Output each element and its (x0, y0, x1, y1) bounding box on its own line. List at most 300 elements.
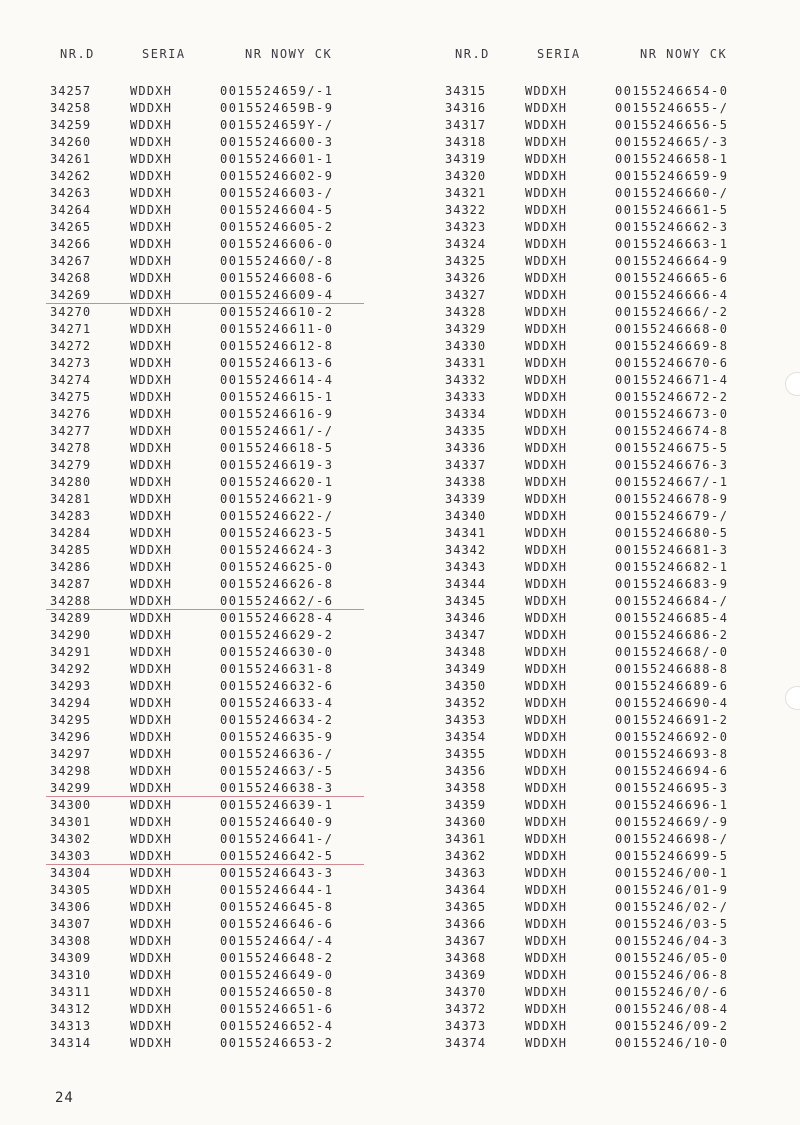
table-row (445, 304, 775, 321)
cell-nr-d: 34332 (445, 373, 487, 387)
cell-nr-nowy-ck: 00155246651-6 (220, 1002, 334, 1016)
cell-seria: WDDXH (130, 288, 173, 302)
table-row (445, 508, 775, 525)
cell-nr-d: 34290 (50, 628, 92, 642)
table-row (445, 1018, 775, 1035)
cell-nr-d: 34262 (50, 169, 92, 183)
cell-seria: WDDXH (130, 407, 173, 421)
cell-nr-d: 34312 (50, 1002, 92, 1016)
cell-nr-d: 34323 (445, 220, 487, 234)
cell-seria: WDDXH (130, 679, 173, 693)
cell-seria: WDDXH (525, 679, 568, 693)
cell-nr-nowy-ck: 0015524663/-5 (220, 764, 334, 778)
table-row (50, 338, 380, 355)
cell-nr-nowy-ck: 00155246608-6 (220, 271, 334, 285)
table-row (445, 202, 775, 219)
cell-seria: WDDXH (525, 305, 568, 319)
table-row (50, 559, 380, 576)
cell-nr-d: 34336 (445, 441, 487, 455)
cell-seria: WDDXH (525, 356, 568, 370)
cell-seria: WDDXH (525, 322, 568, 336)
cell-nr-nowy-ck: 00155246699-5 (615, 849, 729, 863)
cell-seria: WDDXH (130, 611, 173, 625)
cell-nr-d: 34286 (50, 560, 92, 574)
cell-seria: WDDXH (130, 305, 173, 319)
cell-nr-d: 34337 (445, 458, 487, 472)
cell-seria: WDDXH (130, 866, 173, 880)
cell-seria: WDDXH (525, 492, 568, 506)
cell-nr-d: 34364 (445, 883, 487, 897)
cell-nr-nowy-ck: 00155246681-3 (615, 543, 729, 557)
table-row (445, 984, 775, 1001)
cell-nr-d: 34352 (445, 696, 487, 710)
left-column-header (50, 47, 380, 83)
table-row (50, 117, 380, 134)
table-row (50, 882, 380, 899)
table-row (445, 355, 775, 372)
cell-nr-d: 34335 (445, 424, 487, 438)
cell-seria: WDDXH (525, 781, 568, 795)
cell-nr-nowy-ck: 00155246602-9 (220, 169, 334, 183)
cell-nr-d: 34274 (50, 373, 92, 387)
cell-nr-d: 34355 (445, 747, 487, 761)
table-row (50, 100, 380, 117)
table-row (445, 253, 775, 270)
table-row (445, 440, 775, 457)
table-row (445, 712, 775, 729)
cell-nr-nowy-ck: 00155246672-2 (615, 390, 729, 404)
cell-nr-nowy-ck: 00155246655-/ (615, 101, 729, 115)
cell-nr-nowy-ck: 00155246632-6 (220, 679, 334, 693)
cell-nr-d: 34359 (445, 798, 487, 812)
cell-nr-nowy-ck: 0015524669/-9 (615, 815, 729, 829)
cell-nr-nowy-ck: 00155246626-8 (220, 577, 334, 591)
cell-seria: WDDXH (525, 220, 568, 234)
table-row (445, 916, 775, 933)
cell-seria: WDDXH (525, 135, 568, 149)
table-row (445, 1001, 775, 1018)
cell-seria: WDDXH (130, 492, 173, 506)
cell-nr-d: 34321 (445, 186, 487, 200)
table-row (445, 610, 775, 627)
cell-seria: WDDXH (525, 424, 568, 438)
cell-seria: WDDXH (130, 1036, 173, 1050)
cell-nr-d: 34365 (445, 900, 487, 914)
cell-nr-d: 34320 (445, 169, 487, 183)
cell-nr-nowy-ck: 00155246649-0 (220, 968, 334, 982)
cell-nr-nowy-ck: 00155246609-4 (220, 288, 334, 302)
cell-nr-nowy-ck: 00155246/03-5 (615, 917, 729, 931)
cell-nr-d: 34292 (50, 662, 92, 676)
table-row (50, 593, 380, 610)
table-row (445, 134, 775, 151)
cell-seria: WDDXH (130, 186, 173, 200)
table-row (50, 236, 380, 253)
table-row (50, 729, 380, 746)
cell-seria: WDDXH (525, 186, 568, 200)
cell-nr-nowy-ck: 00155246/0/-6 (615, 985, 729, 999)
table-row (445, 814, 775, 831)
table-row (50, 763, 380, 780)
cell-seria: WDDXH (130, 781, 173, 795)
cell-seria: WDDXH (525, 169, 568, 183)
table-row (50, 151, 380, 168)
cell-seria: WDDXH (130, 798, 173, 812)
table-row (50, 831, 380, 848)
cell-nr-nowy-ck: 00155246680-5 (615, 526, 729, 540)
cell-nr-d: 34288 (50, 594, 92, 608)
cell-seria: WDDXH (130, 1002, 173, 1016)
cell-nr-d: 34294 (50, 696, 92, 710)
cell-nr-d: 34333 (445, 390, 487, 404)
cell-nr-d: 34369 (445, 968, 487, 982)
cell-seria: WDDXH (525, 1002, 568, 1016)
cell-seria: WDDXH (130, 152, 173, 166)
table-row (50, 287, 380, 304)
table-row (445, 219, 775, 236)
table-row (445, 100, 775, 117)
table-row (50, 474, 380, 491)
cell-seria: WDDXH (525, 475, 568, 489)
cell-nr-nowy-ck: 00155246610-2 (220, 305, 334, 319)
cell-nr-d: 34299 (50, 781, 92, 795)
cell-seria: WDDXH (130, 509, 173, 523)
table-row (50, 576, 380, 593)
table-row (50, 508, 380, 525)
cell-nr-d: 34265 (50, 220, 92, 234)
cell-nr-nowy-ck: 00155246640-9 (220, 815, 334, 829)
table-row (445, 287, 775, 304)
table-row (50, 1035, 380, 1052)
table-row (50, 525, 380, 542)
cell-seria: WDDXH (525, 1019, 568, 1033)
table-row (445, 389, 775, 406)
page-number: 24 (55, 1090, 74, 1106)
cell-nr-d: 34343 (445, 560, 487, 574)
cell-nr-d: 34287 (50, 577, 92, 591)
cell-nr-nowy-ck: 00155246684-/ (615, 594, 729, 608)
table-row (50, 627, 380, 644)
cell-nr-d: 34273 (50, 356, 92, 370)
cell-nr-nowy-ck: 00155246601-1 (220, 152, 334, 166)
cell-nr-d: 34318 (445, 135, 487, 149)
cell-nr-d: 34280 (50, 475, 92, 489)
cell-seria: WDDXH (130, 577, 173, 591)
cell-nr-d: 34350 (445, 679, 487, 693)
cell-nr-nowy-ck: 00155246618-5 (220, 441, 334, 455)
cell-seria: WDDXH (130, 662, 173, 676)
cell-nr-nowy-ck: 00155246658-1 (615, 152, 729, 166)
table-row (50, 746, 380, 763)
table-row (50, 814, 380, 831)
cell-seria: WDDXH (130, 696, 173, 710)
cell-nr-d: 34300 (50, 798, 92, 812)
table-row (50, 270, 380, 287)
cell-seria: WDDXH (525, 917, 568, 931)
cell-nr-nowy-ck: 00155246688-8 (615, 662, 729, 676)
cell-seria: WDDXH (525, 509, 568, 523)
cell-nr-d: 34345 (445, 594, 487, 608)
cell-seria: WDDXH (130, 271, 173, 285)
cell-nr-nowy-ck: 00155246629-2 (220, 628, 334, 642)
cell-seria: WDDXH (130, 713, 173, 727)
table-row (445, 457, 775, 474)
table-row (50, 253, 380, 270)
header-nr-d: NR.D (455, 47, 490, 61)
cell-seria: WDDXH (130, 815, 173, 829)
cell-nr-nowy-ck: 00155246695-3 (615, 781, 729, 795)
table-row (445, 542, 775, 559)
cell-nr-nowy-ck: 00155246628-4 (220, 611, 334, 625)
cell-nr-nowy-ck: 00155246692-0 (615, 730, 729, 744)
cell-nr-d: 34304 (50, 866, 92, 880)
table-row (50, 916, 380, 933)
table-row (50, 1001, 380, 1018)
table-row (445, 678, 775, 695)
cell-seria: WDDXH (130, 730, 173, 744)
cell-nr-d: 34368 (445, 951, 487, 965)
cell-seria: WDDXH (130, 458, 173, 472)
cell-nr-d: 34270 (50, 305, 92, 319)
table-row (50, 134, 380, 151)
cell-nr-d: 34283 (50, 509, 92, 523)
cell-seria: WDDXH (130, 339, 173, 353)
cell-seria: WDDXH (130, 254, 173, 268)
cell-nr-d: 34295 (50, 713, 92, 727)
cell-nr-d: 34348 (445, 645, 487, 659)
cell-nr-nowy-ck: 00155246611-0 (220, 322, 334, 336)
cell-seria: WDDXH (130, 985, 173, 999)
cell-nr-d: 34366 (445, 917, 487, 931)
table-row (50, 678, 380, 695)
cell-seria: WDDXH (525, 645, 568, 659)
cell-seria: WDDXH (525, 951, 568, 965)
cell-nr-d: 34341 (445, 526, 487, 540)
cell-seria: WDDXH (130, 475, 173, 489)
cell-seria: WDDXH (525, 560, 568, 574)
table-row (50, 491, 380, 508)
table-row (50, 83, 380, 100)
cell-nr-nowy-ck: 00155246669-8 (615, 339, 729, 353)
cell-nr-d: 34258 (50, 101, 92, 115)
table-row (445, 270, 775, 287)
cell-nr-nowy-ck: 00155246654-0 (615, 84, 729, 98)
table-row (445, 168, 775, 185)
cell-nr-nowy-ck: 00155246603-/ (220, 186, 334, 200)
cell-nr-d: 34360 (445, 815, 487, 829)
table-row (445, 372, 775, 389)
table-row (445, 338, 775, 355)
table-row (445, 525, 775, 542)
cell-seria: WDDXH (525, 815, 568, 829)
cell-nr-nowy-ck: 00155246613-6 (220, 356, 334, 370)
cell-nr-nowy-ck: 0015524662/-6 (220, 594, 334, 608)
cell-nr-nowy-ck: 0015524664/-4 (220, 934, 334, 948)
cell-seria: WDDXH (525, 441, 568, 455)
cell-nr-nowy-ck: 00155246/09-2 (615, 1019, 729, 1033)
cell-nr-d: 34326 (445, 271, 487, 285)
cell-seria: WDDXH (525, 407, 568, 421)
cell-seria: WDDXH (525, 628, 568, 642)
cell-seria: WDDXH (525, 747, 568, 761)
cell-nr-d: 34328 (445, 305, 487, 319)
cell-nr-nowy-ck: 00155246604-5 (220, 203, 334, 217)
cell-nr-d: 34260 (50, 135, 92, 149)
table-row (50, 423, 380, 440)
cell-seria: WDDXH (525, 203, 568, 217)
table-row (445, 474, 775, 491)
cell-nr-d: 34272 (50, 339, 92, 353)
cell-nr-nowy-ck: 00155246/02-/ (615, 900, 729, 914)
cell-seria: WDDXH (130, 917, 173, 931)
cell-seria: WDDXH (525, 526, 568, 540)
table-row (50, 406, 380, 423)
cell-nr-d: 34291 (50, 645, 92, 659)
cell-seria: WDDXH (130, 645, 173, 659)
cell-seria: WDDXH (130, 628, 173, 642)
table-row (445, 729, 775, 746)
cell-nr-nowy-ck: 00155246668-0 (615, 322, 729, 336)
cell-nr-d: 34353 (445, 713, 487, 727)
cell-nr-nowy-ck: 00155246643-3 (220, 866, 334, 880)
table-row (50, 899, 380, 916)
punch-hole-mark (785, 372, 800, 396)
cell-nr-nowy-ck: 00155246616-9 (220, 407, 334, 421)
cell-nr-d: 34263 (50, 186, 92, 200)
cell-nr-nowy-ck: 00155246683-9 (615, 577, 729, 591)
cell-nr-d: 34276 (50, 407, 92, 421)
cell-seria: WDDXH (525, 713, 568, 727)
cell-nr-nowy-ck: 00155246682-1 (615, 560, 729, 574)
cell-nr-d: 34264 (50, 203, 92, 217)
cell-seria: WDDXH (525, 883, 568, 897)
cell-nr-nowy-ck: 0015524659Y-/ (220, 118, 334, 132)
table-row (445, 848, 775, 865)
cell-seria: WDDXH (130, 594, 173, 608)
cell-nr-d: 34322 (445, 203, 487, 217)
cell-nr-d: 34268 (50, 271, 92, 285)
cell-nr-d: 34303 (50, 849, 92, 863)
cell-nr-d: 34329 (445, 322, 487, 336)
cell-nr-nowy-ck: 0015524665/-3 (615, 135, 729, 149)
cell-nr-d: 34346 (445, 611, 487, 625)
cell-nr-nowy-ck: 00155246642-5 (220, 849, 334, 863)
cell-nr-d: 34330 (445, 339, 487, 353)
table-row (445, 831, 775, 848)
cell-seria: WDDXH (525, 1036, 568, 1050)
cell-seria: WDDXH (525, 458, 568, 472)
cell-seria: WDDXH (525, 900, 568, 914)
table-row (445, 1035, 775, 1052)
cell-nr-d: 34362 (445, 849, 487, 863)
cell-nr-nowy-ck: 0015524659/-1 (220, 84, 334, 98)
table-row (445, 185, 775, 202)
cell-nr-d: 34324 (445, 237, 487, 251)
cell-nr-nowy-ck: 00155246696-1 (615, 798, 729, 812)
cell-seria: WDDXH (130, 747, 173, 761)
table-row (50, 304, 380, 321)
cell-nr-nowy-ck: 00155246644-1 (220, 883, 334, 897)
table-row (445, 406, 775, 423)
cell-seria: WDDXH (525, 764, 568, 778)
cell-nr-d: 34344 (445, 577, 487, 591)
cell-nr-d: 34279 (50, 458, 92, 472)
cell-nr-nowy-ck: 00155246663-1 (615, 237, 729, 251)
cell-seria: WDDXH (130, 237, 173, 251)
cell-seria: WDDXH (130, 849, 173, 863)
cell-nr-nowy-ck: 00155246694-6 (615, 764, 729, 778)
cell-nr-nowy-ck: 00155246690-4 (615, 696, 729, 710)
cell-nr-nowy-ck: 00155246648-2 (220, 951, 334, 965)
cell-nr-nowy-ck: 0015524668/-0 (615, 645, 729, 659)
table-row (50, 168, 380, 185)
cell-seria: WDDXH (525, 849, 568, 863)
cell-seria: WDDXH (525, 254, 568, 268)
cell-seria: WDDXH (130, 203, 173, 217)
table-row (445, 763, 775, 780)
table-row (50, 542, 380, 559)
cell-nr-d: 34339 (445, 492, 487, 506)
table-row (50, 219, 380, 236)
cell-nr-d: 34363 (445, 866, 487, 880)
table-row (50, 610, 380, 627)
table-row (50, 933, 380, 950)
cell-nr-d: 34259 (50, 118, 92, 132)
cell-nr-nowy-ck: 0015524666/-2 (615, 305, 729, 319)
table-row (50, 355, 380, 372)
cell-seria: WDDXH (130, 424, 173, 438)
cell-nr-d: 34311 (50, 985, 92, 999)
cell-nr-d: 34293 (50, 679, 92, 693)
cell-nr-d: 34313 (50, 1019, 92, 1033)
cell-nr-d: 34277 (50, 424, 92, 438)
cell-seria: WDDXH (130, 934, 173, 948)
table-row (50, 848, 380, 865)
cell-nr-nowy-ck: 00155246630-0 (220, 645, 334, 659)
cell-seria: WDDXH (130, 84, 173, 98)
cell-nr-d: 34342 (445, 543, 487, 557)
cell-nr-d: 34267 (50, 254, 92, 268)
table-row (50, 202, 380, 219)
cell-nr-d: 34367 (445, 934, 487, 948)
cell-nr-d: 34306 (50, 900, 92, 914)
cell-nr-d: 34308 (50, 934, 92, 948)
table-row (445, 950, 775, 967)
table-row (445, 882, 775, 899)
cell-nr-d: 34266 (50, 237, 92, 251)
cell-nr-d: 34310 (50, 968, 92, 982)
cell-nr-nowy-ck: 00155246664-9 (615, 254, 729, 268)
cell-nr-nowy-ck: 00155246685-4 (615, 611, 729, 625)
cell-nr-d: 34331 (445, 356, 487, 370)
cell-seria: WDDXH (130, 883, 173, 897)
cell-seria: WDDXH (525, 594, 568, 608)
cell-seria: WDDXH (130, 951, 173, 965)
table-row (445, 236, 775, 253)
cell-nr-d: 34372 (445, 1002, 487, 1016)
cell-nr-d: 34296 (50, 730, 92, 744)
cell-nr-d: 34275 (50, 390, 92, 404)
cell-nr-nowy-ck: 00155246635-9 (220, 730, 334, 744)
table-row (50, 389, 380, 406)
cell-nr-d: 34285 (50, 543, 92, 557)
table-row (445, 933, 775, 950)
cell-nr-d: 34269 (50, 288, 92, 302)
cell-nr-d: 34307 (50, 917, 92, 931)
table-row (445, 644, 775, 661)
cell-nr-nowy-ck: 00155246612-8 (220, 339, 334, 353)
cell-seria: WDDXH (525, 730, 568, 744)
